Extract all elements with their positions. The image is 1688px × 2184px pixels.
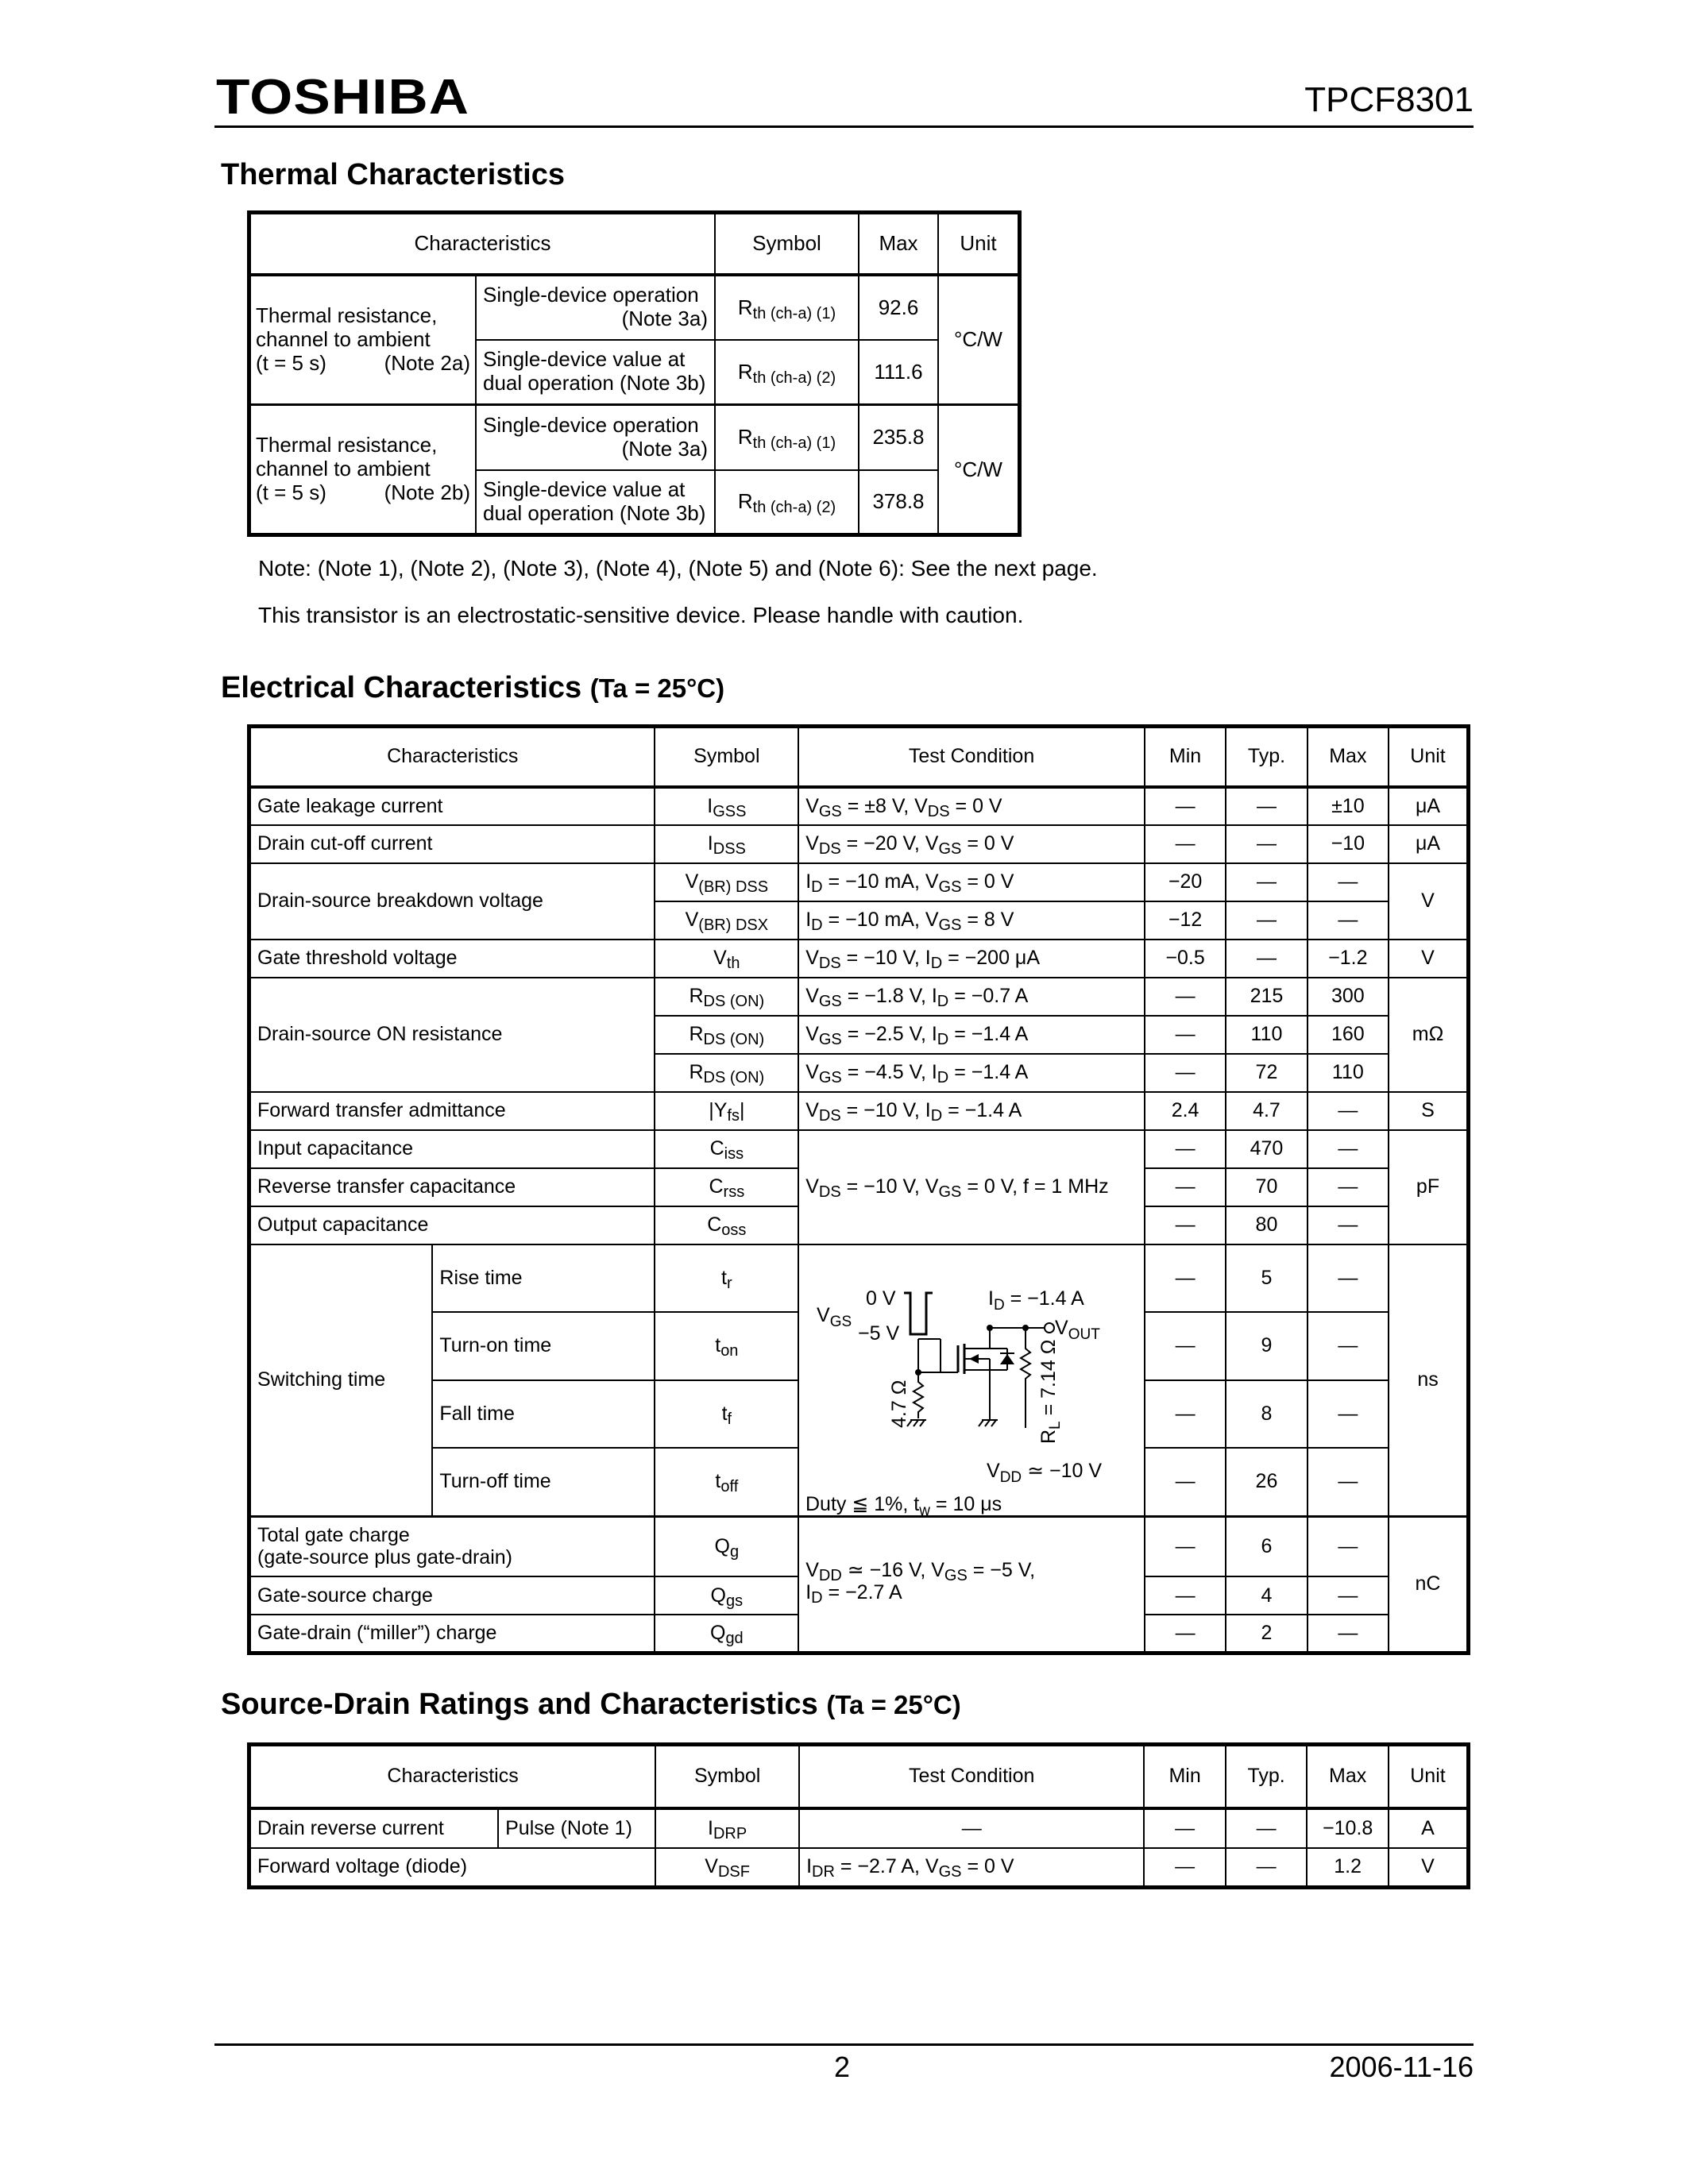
sym: t	[715, 1470, 721, 1493]
char-name: Drain-source ON resistance	[249, 978, 655, 1092]
test-condition: $I_D = -10$ mA, $V_{GS} = 8$ V	[798, 901, 1145, 940]
unit: mΩ	[1389, 978, 1468, 1092]
thermal-symbol	[715, 340, 859, 405]
min: —	[1145, 1516, 1226, 1576]
min: −12	[1145, 901, 1226, 940]
unit: pF	[1389, 1130, 1468, 1244]
col-unit: Unit	[1389, 1745, 1469, 1808]
sym-sub: th (ch-a) (2)	[752, 369, 836, 387]
sub-char-name: Rise time	[432, 1244, 655, 1313]
vgs-label: $V_{GS}$	[817, 1303, 852, 1330]
title-suffix: (Ta = 25°C)	[826, 1690, 961, 1719]
max: 1.2	[1307, 1848, 1389, 1888]
sym: C	[709, 1137, 724, 1160]
min: —	[1145, 1016, 1226, 1054]
thermal-condition	[476, 275, 715, 340]
pulse-waveform	[904, 1293, 933, 1334]
sym: |Y	[709, 1099, 728, 1121]
sym: Q	[714, 1534, 730, 1557]
switching-test-circuit	[798, 1244, 1145, 1517]
sym-sub: gd	[725, 1629, 744, 1647]
col-max: Max	[859, 213, 938, 275]
symbol	[655, 1130, 798, 1168]
typ: 26	[1226, 1448, 1307, 1516]
col-unit: Unit	[1389, 727, 1468, 787]
min: −0.5	[1145, 940, 1226, 978]
header-rule	[214, 125, 1474, 128]
max: 300	[1308, 978, 1389, 1016]
test-condition	[798, 1516, 1145, 1653]
sym-sub: th (ch-a) (1)	[752, 434, 836, 453]
table-row	[249, 1808, 1469, 1848]
table-row	[249, 1516, 1469, 1576]
sym-sub: r	[726, 1274, 732, 1292]
sym-sub: DSF	[717, 1863, 750, 1881]
sym-sub: DS (ON)	[703, 993, 765, 1010]
sym: I	[707, 832, 713, 855]
sym-sub: th (ch-a) (1)	[752, 304, 836, 322]
table-row	[249, 825, 1469, 863]
thermal-title: Thermal Characteristics	[221, 158, 565, 191]
col-typ: Typ.	[1226, 1745, 1308, 1808]
sym-end: |	[739, 1099, 745, 1121]
thermal-max: 378.8	[859, 470, 938, 535]
thermal-symbol	[715, 470, 859, 535]
sym-sub: DRP	[713, 1824, 747, 1843]
electrical-table	[247, 724, 1470, 1655]
sym-sub: DS (ON)	[703, 1069, 765, 1086]
char-name: Drain reverse current	[249, 1808, 499, 1848]
char-name: Forward transfer admittance	[249, 1092, 655, 1130]
test-condition: $I_{DR} = -2.7$ A, $V_{GS} = 0$ V	[799, 1848, 1144, 1888]
part-number: TPCF8301	[1304, 80, 1474, 119]
label-part: (t = 5 s)	[256, 480, 326, 504]
max: 110	[1308, 1054, 1389, 1092]
unit: V	[1389, 1848, 1469, 1888]
thermal-condition	[476, 405, 715, 470]
page-number: 2	[834, 2051, 851, 2083]
cond-line: (Note 3a)	[621, 436, 708, 461]
symbol	[655, 901, 798, 940]
vout-terminal	[1045, 1323, 1054, 1333]
col-characteristics: Characteristics	[249, 727, 655, 787]
rg-label: 4.7 Ω	[888, 1379, 911, 1428]
test-condition: $V_{DS} = -10$ V, $I_D = -1.4$ A	[798, 1092, 1145, 1130]
ground-hatch	[991, 1420, 996, 1426]
thermal-symbol	[715, 275, 859, 340]
cond-line: dual operation (Note 3b)	[483, 371, 706, 396]
thermal-row	[249, 405, 1020, 470]
symbol	[655, 863, 798, 901]
col-max: Max	[1308, 727, 1389, 787]
ground-hatch	[914, 1420, 918, 1426]
min: —	[1145, 1168, 1226, 1206]
symbol	[655, 1206, 798, 1244]
sym-sub: iss	[724, 1145, 744, 1163]
max: —	[1308, 1168, 1389, 1206]
sym: Q	[710, 1584, 726, 1607]
test-condition: $V_{DS} = -20$ V, $V_{GS} = 0$ V	[798, 825, 1145, 863]
min: —	[1145, 1448, 1226, 1516]
thermal-symbol	[715, 405, 859, 470]
footer-rule	[214, 2043, 1474, 2046]
label-line	[256, 352, 470, 376]
source-drain-title	[221, 1689, 961, 1719]
thermal-unit: °C/W	[938, 405, 1020, 535]
symbol	[655, 1312, 798, 1380]
max: —	[1308, 901, 1389, 940]
footer-date: 2006-11-16	[1329, 2051, 1474, 2083]
title-main: Source-Drain Ratings and Characteristics	[221, 1688, 818, 1721]
sym: I	[707, 794, 713, 817]
col-test-condition: Test Condition	[798, 727, 1145, 787]
label-line: Thermal resistance,	[256, 303, 438, 327]
diode-symbol	[1000, 1354, 1014, 1364]
unit: S	[1389, 1092, 1468, 1130]
thermal-unit: °C/W	[938, 275, 1020, 405]
typ: 8	[1226, 1380, 1307, 1449]
ground-hatch	[920, 1420, 925, 1426]
vdd-label: $V_{DD}$ ≃ −10 V	[987, 1459, 1103, 1486]
sym-sub: DS (ON)	[703, 1031, 765, 1048]
thermal-max: 235.8	[859, 405, 938, 470]
col-symbol: Symbol	[655, 1745, 799, 1808]
sym-sub: (BR) DSS	[698, 878, 769, 896]
symbol	[655, 825, 798, 863]
col-symbol: Symbol	[655, 727, 798, 787]
symbol	[655, 787, 798, 825]
char-name: Gate leakage current	[249, 787, 655, 825]
sym: C	[707, 1214, 722, 1236]
typ: —	[1226, 825, 1307, 863]
typ: 80	[1226, 1206, 1307, 1244]
sym-sub: fs	[727, 1107, 740, 1125]
max: —	[1308, 1244, 1389, 1313]
max: ±10	[1308, 787, 1389, 825]
symbol	[655, 1808, 799, 1848]
sym-sub: g	[730, 1542, 740, 1561]
test-condition: $V_{GS} = -4.5$ V, $I_D = -1.4$ A	[798, 1054, 1145, 1092]
cond-line: dual operation (Note 3b)	[483, 500, 706, 525]
char-name: Forward voltage (diode)	[249, 1848, 656, 1888]
typ: 4	[1226, 1576, 1307, 1615]
sym: R	[737, 425, 753, 450]
typ: 5	[1226, 1244, 1307, 1313]
char-name: Drain-source breakdown voltage	[249, 863, 655, 940]
rl-label: $R_L = 7.14$ Ω	[1037, 1339, 1064, 1444]
sym: V	[685, 870, 699, 893]
thermal-row	[249, 275, 1020, 340]
col-test-condition: Test Condition	[799, 1745, 1144, 1808]
sym: V	[705, 1855, 718, 1878]
label-line: Thermal resistance,	[256, 433, 438, 457]
table-row	[249, 978, 1469, 1016]
col-unit: Unit	[938, 213, 1020, 275]
duty-label: Duty ≦ 1%, $t_w = 10$ μs	[805, 1492, 1002, 1515]
brand-logo: TOSHIBA	[216, 70, 470, 125]
sym-sub: rss	[723, 1183, 745, 1201]
symbol	[655, 1516, 798, 1576]
char-name: Gate threshold voltage	[249, 940, 655, 978]
label-line: channel to ambient	[256, 326, 431, 351]
max: —	[1308, 1092, 1389, 1130]
min: —	[1145, 1615, 1226, 1653]
cond-line: $I_D = -2.7$ A	[805, 1581, 902, 1607]
unit: ns	[1389, 1244, 1468, 1517]
typ: —	[1226, 1808, 1308, 1848]
sym-sub: GSS	[713, 802, 747, 820]
max: —	[1308, 1312, 1389, 1380]
source-drain-table	[247, 1742, 1470, 1889]
sub-char-name: Pulse (Note 1)	[498, 1808, 655, 1848]
table-row	[249, 1092, 1469, 1130]
label-part: (Note 2a)	[384, 350, 470, 375]
thermal-max: 92.6	[859, 275, 938, 340]
symbol	[655, 978, 798, 1016]
max: —	[1308, 1206, 1389, 1244]
thermal-table	[247, 210, 1022, 537]
min: —	[1144, 1848, 1226, 1888]
title-suffix: (Ta = 25°C)	[589, 673, 725, 703]
typ: 215	[1226, 978, 1307, 1016]
char-name: Gate-source charge	[249, 1576, 655, 1615]
symbol	[655, 1448, 798, 1516]
sym-sub: gs	[726, 1592, 744, 1610]
col-symbol: Symbol	[715, 213, 859, 275]
cond-line: (Note 3a)	[621, 307, 708, 330]
sym: R	[737, 295, 753, 319]
max: —	[1308, 1448, 1389, 1516]
col-max: Max	[1307, 1745, 1389, 1808]
table-row	[249, 940, 1469, 978]
sym-sub: th (ch-a) (2)	[752, 499, 836, 517]
unit: μA	[1389, 825, 1468, 863]
typ: —	[1226, 901, 1307, 940]
unit: μA	[1389, 787, 1468, 825]
symbol	[655, 1848, 799, 1888]
ground-hatch	[985, 1420, 990, 1426]
v0-label: 0 V	[866, 1287, 896, 1310]
sym: t	[715, 1334, 721, 1357]
typ: 470	[1226, 1130, 1307, 1168]
min: —	[1145, 1312, 1226, 1380]
test-condition: $V_{GS} = \pm 8$ V, $V_{DS} = 0$ V	[798, 787, 1145, 825]
vm5-label: −5 V	[858, 1322, 900, 1345]
sym: R	[737, 359, 753, 384]
caution-text: This transistor is an electrostatic-sensitive device. Please handle with caution.	[258, 603, 1024, 627]
char-name: Switching time	[249, 1244, 433, 1517]
cond-line: Single-device operation	[483, 283, 699, 307]
char-name: Input capacitance	[249, 1130, 655, 1168]
char-name: Reverse transfer capacitance	[249, 1168, 655, 1206]
title-main: Electrical Characteristics	[221, 671, 582, 704]
sym: R	[689, 985, 704, 1007]
test-condition: $V_{GS} = -1.8$ V, $I_D = -0.7$ A	[798, 978, 1145, 1016]
typ: —	[1226, 787, 1307, 825]
table-row	[249, 1848, 1469, 1888]
table-row	[249, 1244, 1469, 1313]
sym: Q	[709, 1621, 726, 1644]
vout-label: $V_{OUT}$	[1055, 1316, 1100, 1343]
cond-line: Single-device value at	[483, 347, 686, 372]
max: —	[1308, 863, 1389, 901]
symbol	[655, 940, 798, 978]
thermal-header-row	[249, 213, 1020, 275]
sym: R	[689, 1023, 704, 1045]
symbol	[655, 1168, 798, 1206]
typ: 72	[1226, 1054, 1307, 1092]
test-condition: $I_D = -10$ mA, $V_{GS} = 0$ V	[798, 863, 1145, 901]
sym-sub: (BR) DSX	[698, 916, 769, 934]
test-condition: $V_{DS} = -10$ V, $I_D = -200$ μA	[798, 940, 1145, 978]
min: −20	[1145, 863, 1226, 901]
load-resistor	[1021, 1328, 1030, 1428]
col-typ: Typ.	[1226, 727, 1307, 787]
typ: —	[1226, 940, 1307, 978]
char-name: Gate-drain (“miller”) charge	[249, 1615, 655, 1653]
unit: A	[1389, 1808, 1469, 1848]
ground-hatch	[979, 1420, 983, 1426]
sym-sub: f	[727, 1410, 732, 1429]
char-name: Drain cut-off current	[249, 825, 655, 863]
thermal-condition	[476, 340, 715, 405]
min: —	[1145, 825, 1226, 863]
unit: V	[1389, 940, 1468, 978]
note-text: Note: (Note 1), (Note 2), (Note 3), (Note 4), (Note 5) and (Note 6): See the next page.	[258, 556, 1098, 581]
unit: V	[1389, 863, 1468, 940]
min: —	[1145, 1244, 1226, 1313]
label-line	[256, 481, 470, 505]
label-line: channel to ambient	[256, 457, 431, 481]
max: −10	[1308, 825, 1389, 863]
typ: 2	[1226, 1615, 1307, 1653]
min: —	[1145, 1130, 1226, 1168]
name-line: Total gate charge	[257, 1523, 410, 1546]
typ: 70	[1226, 1168, 1307, 1206]
col-characteristics: Characteristics	[249, 213, 716, 275]
symbol	[655, 1615, 798, 1653]
sym: I	[708, 1816, 713, 1839]
symbol	[655, 1092, 798, 1130]
test-condition: $V_{GS} = -2.5$ V, $I_D = -1.4$ A	[798, 1016, 1145, 1054]
thermal-group-label	[249, 405, 477, 535]
sym-sub: oss	[721, 1221, 747, 1239]
sym: V	[713, 947, 727, 969]
sym: C	[709, 1175, 724, 1198]
sub-char-name: Turn-on time	[432, 1312, 655, 1380]
col-min: Min	[1144, 1745, 1226, 1808]
symbol	[655, 1244, 798, 1313]
thermal-max: 111.6	[859, 340, 938, 405]
max: —	[1308, 1516, 1389, 1576]
table-row	[249, 787, 1469, 825]
sym-sub: th	[726, 955, 740, 972]
sd-header-row	[249, 1745, 1469, 1808]
col-min: Min	[1145, 727, 1226, 787]
max: —	[1308, 1380, 1389, 1449]
char-name	[249, 1516, 655, 1576]
electrical-header-row	[249, 727, 1469, 787]
typ: 9	[1226, 1312, 1307, 1380]
sym: R	[689, 1061, 704, 1083]
symbol	[655, 1016, 798, 1054]
test-condition: $V_{DS} = -10$ V, $V_{GS} = 0$ V, f = 1 MHz	[798, 1130, 1145, 1244]
sym: V	[685, 909, 699, 931]
sym-sub: on	[720, 1342, 739, 1360]
cond-line: Single-device value at	[483, 477, 686, 501]
sym-sub: off	[720, 1478, 739, 1496]
char-name: Output capacitance	[249, 1206, 655, 1244]
typ: 4.7	[1226, 1092, 1307, 1130]
min: —	[1145, 1576, 1226, 1615]
thermal-group-label	[249, 275, 477, 405]
max: −10.8	[1307, 1808, 1389, 1848]
max: —	[1308, 1615, 1389, 1653]
table-row	[249, 1130, 1469, 1168]
symbol	[655, 1380, 798, 1449]
switching-circuit-diagram	[799, 1245, 1142, 1515]
min: —	[1145, 978, 1226, 1016]
table-row	[249, 863, 1469, 901]
sub-char-name: Fall time	[432, 1380, 655, 1449]
min: —	[1145, 787, 1226, 825]
min: —	[1145, 1380, 1226, 1449]
symbol	[655, 1576, 798, 1615]
min: 2.4	[1145, 1092, 1226, 1130]
unit: nC	[1389, 1516, 1468, 1653]
min: —	[1145, 1054, 1226, 1092]
typ: 6	[1226, 1516, 1307, 1576]
id-label: $I_D = -1.4$ A	[988, 1287, 1084, 1314]
typ: 110	[1226, 1016, 1307, 1054]
symbol	[655, 1054, 798, 1092]
gate-resistor	[914, 1376, 923, 1418]
sym: R	[737, 489, 753, 514]
label-part: (t = 5 s)	[256, 350, 326, 375]
max: 160	[1308, 1016, 1389, 1054]
min: —	[1144, 1808, 1226, 1848]
max: —	[1308, 1576, 1389, 1615]
sym: t	[721, 1403, 728, 1426]
cond-line: Single-device operation	[483, 412, 699, 437]
test-condition: —	[799, 1808, 1144, 1848]
typ: —	[1226, 863, 1307, 901]
label-part: (Note 2b)	[384, 480, 470, 504]
sym-sub: DSS	[713, 840, 746, 858]
sub-char-name: Turn-off time	[432, 1448, 655, 1516]
name-line: (gate-source plus gate-drain)	[257, 1546, 512, 1569]
typ: —	[1226, 1848, 1308, 1888]
max: −1.2	[1308, 940, 1389, 978]
thermal-condition	[476, 470, 715, 535]
electrical-title	[221, 673, 724, 703]
cond-line: $V_{DD}$ ≃ −16 V, $V_{GS} = -5$ V,	[805, 1558, 1036, 1584]
sym: t	[721, 1266, 727, 1289]
min: —	[1145, 1206, 1226, 1244]
max: —	[1308, 1130, 1389, 1168]
col-characteristics: Characteristics	[249, 1745, 656, 1808]
